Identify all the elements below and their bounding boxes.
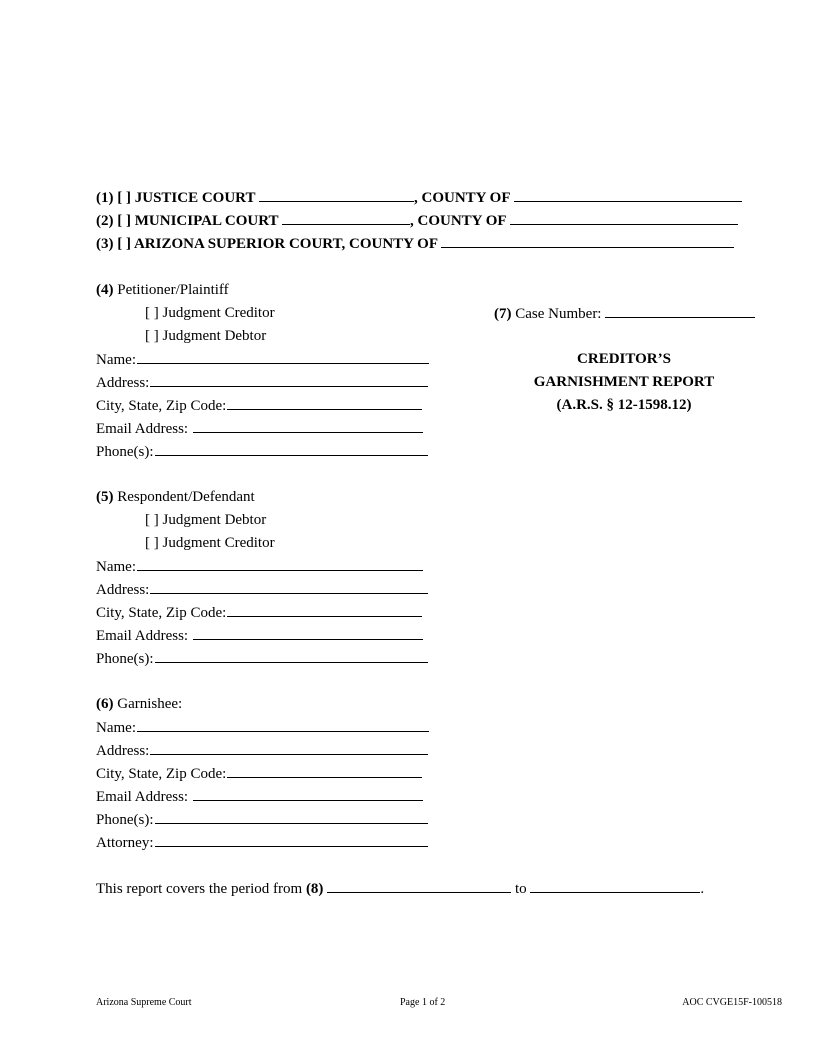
municipal-court-checkbox[interactable]: [ ] xyxy=(117,213,131,229)
petitioner-phone-field[interactable] xyxy=(155,443,428,456)
respondent-name-field[interactable] xyxy=(137,558,423,571)
garnishee-name-field[interactable] xyxy=(137,719,429,732)
justice-court-line xyxy=(96,189,742,207)
item-number: (2) xyxy=(96,213,114,229)
garnishee-email-field[interactable] xyxy=(193,788,423,801)
footer-court-name: Arizona Supreme Court xyxy=(96,997,192,1008)
municipal-court-name-field[interactable] xyxy=(282,212,410,225)
period-start-field[interactable] xyxy=(327,880,511,893)
case-number-row: (7) Case Number: xyxy=(494,305,755,323)
period-end-field[interactable] xyxy=(530,880,700,893)
garnishee-email-row: Email Address: xyxy=(96,788,423,806)
respondent-city-row: City, State, Zip Code: xyxy=(96,604,422,622)
report-period-row: This report covers the period from (8) to . xyxy=(96,881,705,897)
petitioner-address-row: Address: xyxy=(96,374,428,392)
garnishee-phone-field[interactable] xyxy=(155,811,428,824)
county-label: , COUNTY OF xyxy=(410,213,506,229)
item-number: (3) xyxy=(96,236,114,252)
garnishee-name-row: Name: xyxy=(96,719,429,737)
petitioner-judgment-debtor-option[interactable]: [ ] Judgment Debtor xyxy=(145,328,267,344)
petitioner-heading: (4) Petitioner/Plaintiff xyxy=(96,282,229,298)
superior-county-field[interactable] xyxy=(441,235,734,248)
petitioner-city-field[interactable] xyxy=(227,397,422,410)
form-title-line1: CREDITOR’S xyxy=(577,351,671,367)
garnishee-attorney-row: Attorney: xyxy=(96,834,428,852)
justice-county-field[interactable] xyxy=(514,189,742,202)
case-number-field[interactable] xyxy=(605,305,755,318)
justice-court-name-field[interactable] xyxy=(259,189,414,202)
respondent-name-row: Name: xyxy=(96,558,423,576)
superior-court-label: ARIZONA SUPERIOR COURT, COUNTY OF xyxy=(133,236,438,252)
garnishee-phone-row: Phone(s): xyxy=(96,811,428,829)
justice-court-label: JUSTICE COURT xyxy=(134,190,256,206)
petitioner-address-field[interactable] xyxy=(150,374,428,387)
garnishee-heading: (6) Garnishee: xyxy=(96,696,183,712)
footer-form-code: AOC CVGE15F-100518 xyxy=(682,997,782,1008)
garnishee-address-row: Address: xyxy=(96,742,428,760)
garnishee-address-field[interactable] xyxy=(150,742,428,755)
footer-page-number: Page 1 of 2 xyxy=(400,997,446,1008)
petitioner-email-field[interactable] xyxy=(193,420,423,433)
form-title-line2: GARNISHMENT REPORT xyxy=(533,374,715,390)
form-title-statute: (A.R.S. § 12-1598.12) xyxy=(556,397,692,413)
respondent-heading: (5) Respondent/Defendant xyxy=(96,489,255,505)
respondent-judgment-debtor-option[interactable]: [ ] Judgment Debtor xyxy=(145,512,267,528)
respondent-city-field[interactable] xyxy=(227,604,422,617)
petitioner-email-row: Email Address: xyxy=(96,420,423,438)
petitioner-name-field[interactable] xyxy=(137,351,429,364)
petitioner-judgment-creditor-option[interactable]: [ ] Judgment Creditor xyxy=(145,305,275,321)
respondent-address-field[interactable] xyxy=(150,581,428,594)
petitioner-phone-row: Phone(s): xyxy=(96,443,428,461)
respondent-email-field[interactable] xyxy=(193,627,423,640)
petitioner-city-row: City, State, Zip Code: xyxy=(96,397,422,415)
item-number: (1) xyxy=(96,190,114,206)
municipal-court-label: MUNICIPAL COURT xyxy=(134,213,279,229)
superior-court-checkbox[interactable]: [ ] xyxy=(117,236,131,252)
garnishee-attorney-field[interactable] xyxy=(155,834,428,847)
garnishee-city-row: City, State, Zip Code: xyxy=(96,765,422,783)
garnishee-city-field[interactable] xyxy=(227,765,422,778)
county-label: , COUNTY OF xyxy=(413,190,510,206)
justice-court-checkbox[interactable]: [ ] xyxy=(117,190,131,206)
municipal-county-field[interactable] xyxy=(510,212,738,225)
petitioner-name-row: Name: xyxy=(96,351,429,369)
municipal-court-line xyxy=(96,212,738,230)
superior-court-line xyxy=(96,235,734,253)
respondent-address-row: Address: xyxy=(96,581,428,599)
respondent-email-row: Email Address: xyxy=(96,627,423,645)
respondent-judgment-creditor-option[interactable]: [ ] Judgment Creditor xyxy=(145,535,275,551)
respondent-phone-field[interactable] xyxy=(155,650,428,663)
respondent-phone-row: Phone(s): xyxy=(96,650,428,668)
